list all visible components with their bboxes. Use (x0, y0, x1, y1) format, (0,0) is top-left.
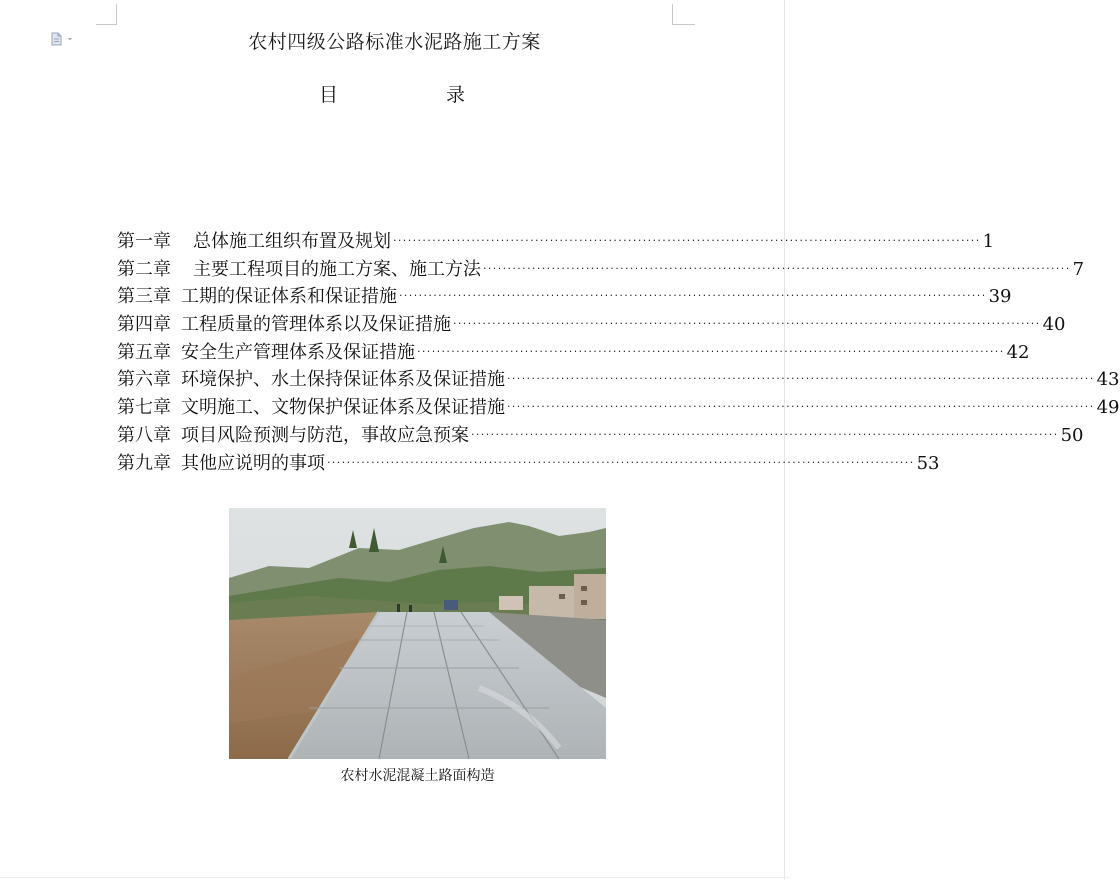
figure-caption: 农村水泥混凝土路面构造 (340, 768, 495, 784)
toc-entry[interactable] (117, 366, 1120, 394)
crop-mark-top-right (672, 4, 695, 25)
toc-entry[interactable] (117, 228, 995, 256)
toc-page-number: 42 (1006, 341, 1030, 363)
toc-chapter-number: 第八章 (117, 424, 171, 446)
toc-leader-dots: ························································································································ (327, 455, 915, 469)
table-of-contents (117, 228, 1120, 477)
toc-chapter-number: 第五章 (117, 341, 171, 363)
toc-chapter-title: 主要工程项目的施工方案、施工方法 (193, 258, 481, 280)
toc-chapter-title: 文明施工、文物保护保证体系及保证措施 (181, 397, 505, 419)
toc-entry[interactable] (117, 283, 1012, 311)
toc-leader-dots: ························································································································ (453, 317, 1041, 331)
toc-entry[interactable] (117, 256, 1085, 284)
toc-leader-dots: ························································································································ (393, 234, 981, 247)
document-title: 农村四级公路标准水泥路施工方案 (248, 31, 541, 53)
toc-page-number: 53 (916, 452, 940, 474)
toc-entry[interactable] (117, 394, 1120, 422)
toc-chapter-title: 安全生产管理体系及保证措施 (181, 341, 415, 363)
toc-chapter-number: 第九章 (117, 452, 171, 474)
toc-chapter-number: 第七章 (117, 397, 171, 419)
crop-mark-top-left (96, 4, 117, 25)
toc-entry[interactable] (117, 422, 1084, 450)
toc-heading-left: 目 (319, 84, 339, 106)
toc-page-number: 40 (1042, 314, 1066, 336)
toc-entry[interactable] (117, 339, 1030, 367)
toc-leader-dots: ························································································································ (507, 372, 1095, 386)
toc-page-number: 43 (1096, 369, 1120, 391)
toc-entry[interactable] (117, 450, 940, 478)
toc-page-number: 7 (1072, 258, 1085, 280)
toc-chapter-title: 环境保护、水土保持保证体系及保证措施 (181, 369, 505, 391)
toc-leader-dots: ························································································································ (483, 261, 1071, 275)
toc-leader-dots: ························································································································ (471, 427, 1059, 441)
toc-chapter-number: 第一章 (117, 231, 171, 252)
toc-heading-right: 录 (446, 84, 466, 106)
toc-chapter-number: 第三章 (117, 286, 171, 308)
toc-leader-dots: ························································································································ (417, 344, 1005, 358)
toc-entry[interactable] (117, 311, 1066, 339)
toc-chapter-number: 第四章 (117, 314, 171, 336)
road-construction-photo (229, 508, 606, 759)
toc-chapter-title: 其他应说明的事项 (181, 452, 325, 474)
toc-page-number: 1 (982, 231, 995, 252)
toc-leader-dots: ························································································································ (507, 400, 1095, 414)
toc-page-number: 39 (988, 286, 1012, 308)
toc-chapter-title: 项目风险预测与防范，事故应急预案 (181, 424, 469, 446)
toc-chapter-title: 工程质量的管理体系以及保证措施 (181, 314, 451, 336)
toc-chapter-title: 工期的保证体系和保证措施 (181, 286, 397, 308)
toc-leader-dots: ························································································································ (399, 289, 987, 303)
toc-chapter-number: 第六章 (117, 369, 171, 391)
toc-page-number: 50 (1060, 424, 1084, 446)
toc-page-number: 49 (1096, 397, 1120, 419)
toc-chapter-number: 第二章 (117, 258, 171, 280)
page-edge-bottom (0, 877, 789, 878)
toc-chapter-title: 总体施工组织布置及规划 (193, 231, 391, 252)
